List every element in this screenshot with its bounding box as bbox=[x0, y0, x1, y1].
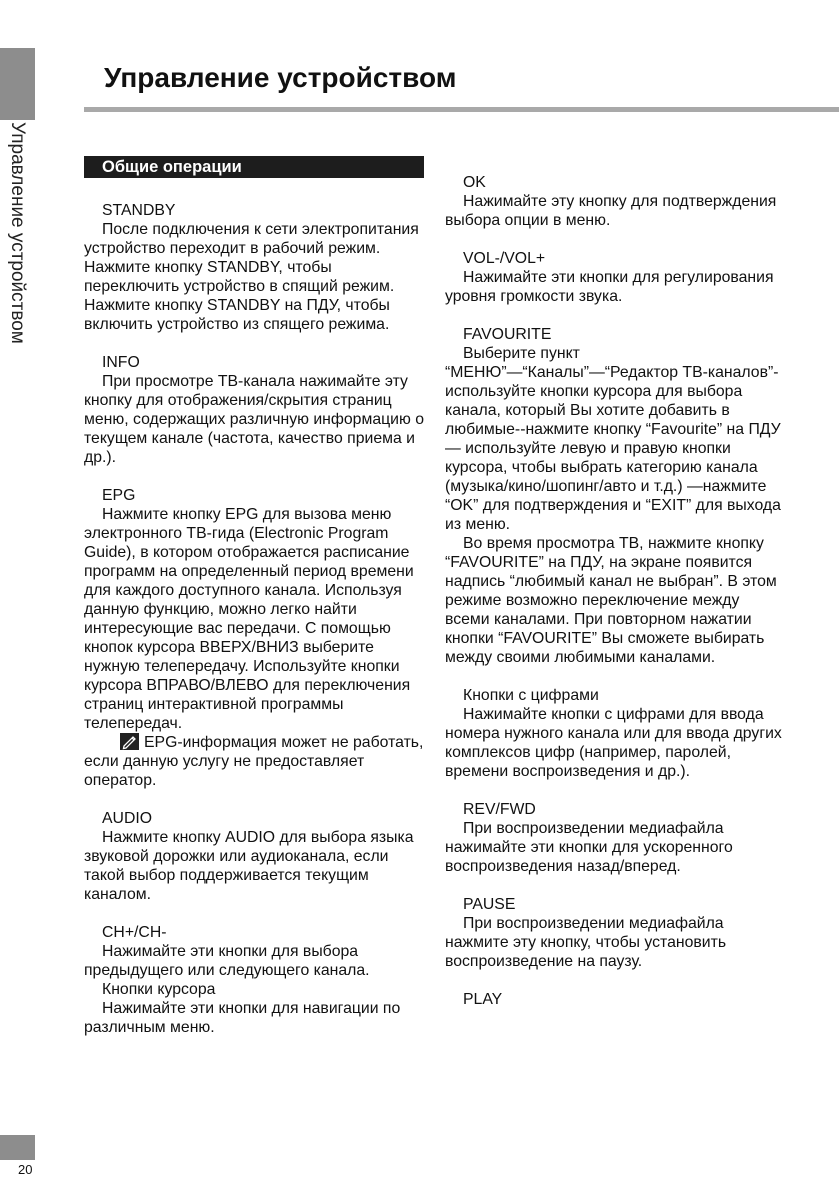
block-title: EPG bbox=[102, 487, 136, 504]
block-play bbox=[445, 990, 785, 1009]
page-number: 20 bbox=[18, 1162, 33, 1177]
block-cursor-keys bbox=[84, 980, 424, 1037]
page-title: Управление устройством bbox=[104, 62, 457, 93]
block-title: VOL-/VOL+ bbox=[463, 250, 546, 267]
page-number-tab bbox=[0, 1135, 35, 1160]
block-title: PLAY bbox=[463, 991, 503, 1008]
title-divider bbox=[84, 107, 839, 112]
epg-note bbox=[84, 733, 424, 790]
block-text: Выберите пункт “МЕНЮ”—“Каналы”—“Редактор ТВ-каналов”- используйте кнопки курсора для выбора канала, который Вы хотите добавить в любимые--нажмите кнопку “Favourite” на ПДУ — используйте левую и правую кнопки курсора, чтобы выбрать категорию канала (музыка/кино/шопинг/авто и т.д.) —нажмите “OK” для подтверждения и “EXIT” для выхода из меню. bbox=[445, 345, 781, 533]
block-title: Кнопки с цифрами bbox=[463, 687, 599, 704]
block-text-continued: Во время просмотра ТВ, нажмите кнопку “FAVOURITE” на ПДУ, на экране появится надпись “любимый канал не выбран”. В этом режиме возможно переключение между всеми каналами. При повторном нажатии кнопки “FAVOURITE” Вы сможете выбирать между своими любимыми каналами. bbox=[445, 535, 777, 666]
block-text: Нажимайте эту кнопку для подтверждения выбора опции в меню. bbox=[445, 193, 777, 229]
pencil-note-icon bbox=[120, 733, 139, 750]
block-number-keys bbox=[445, 686, 785, 781]
block-title: CH+/CH- bbox=[102, 924, 167, 941]
block-pause bbox=[445, 895, 785, 971]
block-text: Нажимайте кнопки с цифрами для ввода номера нужного канала или для ввода других комплексов цифр (например, паролей, времени воспроизведения и др.). bbox=[445, 706, 782, 780]
section-heading: Общие операции bbox=[84, 156, 424, 178]
block-audio bbox=[84, 809, 424, 904]
block-info bbox=[84, 353, 424, 467]
right-column bbox=[445, 173, 785, 1028]
block-text: При просмотре ТВ-канала нажимайте эту кнопку для отображения/скрытия страниц меню, содержащих различную информацию о текущем канале (частота, качество приема и др.). bbox=[84, 373, 425, 466]
block-text: Нажмите кнопку EPG для вызова меню электронного ТВ-гида (Electronic Program Guide), в котором отображается расписание программ на определенный период времени для каждого доступного канала. Используя данную функцию, можно легко найти интересующие вас передачи. С помощью кнопок курсора ВВЕРХ/ВНИЗ выберите нужную телепередачу. Используйте кнопки курсора ВПРАВО/ВЛЕВО для переключения страниц интерактивной программы телепередач. bbox=[84, 506, 414, 732]
block-ok bbox=[445, 173, 785, 230]
block-text: При воспроизведении медиафайла нажимайте эти кнопки для ускоренного воспроизведения назад/вперед. bbox=[445, 820, 733, 875]
block-text: При воспроизведении медиафайла нажмите эту кнопку, чтобы установить воспроизведение на паузу. bbox=[445, 915, 727, 970]
block-text: Нажмите кнопку AUDIO для выбора языка звуковой дорожки или аудиоканала, если такой выбор поддерживается текущим каналом. bbox=[84, 829, 414, 903]
block-epg bbox=[84, 486, 424, 790]
block-title: REV/FWD bbox=[463, 801, 536, 818]
block-title: INFO bbox=[102, 354, 140, 371]
left-column bbox=[84, 156, 424, 1056]
side-tab-marker bbox=[0, 48, 35, 120]
block-favourite bbox=[445, 325, 785, 667]
block-text: После подключения к сети электропитания устройство переходит в рабочий режим. Нажмите кнопку STANDBY, чтобы переключить устройство в спящий режим. Нажмите кнопку STANDBY на ПДУ, чтобы включить устройство из спящего режима. bbox=[84, 221, 419, 333]
block-text: Нажимайте эти кнопки для навигации по различным меню. bbox=[84, 1000, 401, 1036]
note-text: EPG-информация может не работать, если данную услугу не предоставляет оператор. bbox=[84, 734, 424, 789]
side-chapter-label: Управление устройством bbox=[7, 122, 28, 344]
block-standby bbox=[84, 201, 424, 334]
block-text: Нажимайте эти кнопки для выбора предыдущего или следующего канала. bbox=[84, 943, 370, 979]
block-title: AUDIO bbox=[102, 810, 153, 827]
block-volume bbox=[445, 249, 785, 306]
block-title: PAUSE bbox=[463, 896, 516, 913]
block-title: OK bbox=[463, 174, 486, 191]
block-title: Кнопки курсора bbox=[102, 981, 216, 998]
block-rev-fwd bbox=[445, 800, 785, 876]
block-text: Нажимайте эти кнопки для регулирования уровня громкости звука. bbox=[445, 269, 774, 305]
block-title: STANDBY bbox=[102, 202, 176, 219]
block-title: FAVOURITE bbox=[463, 326, 552, 343]
block-channel bbox=[84, 923, 424, 980]
